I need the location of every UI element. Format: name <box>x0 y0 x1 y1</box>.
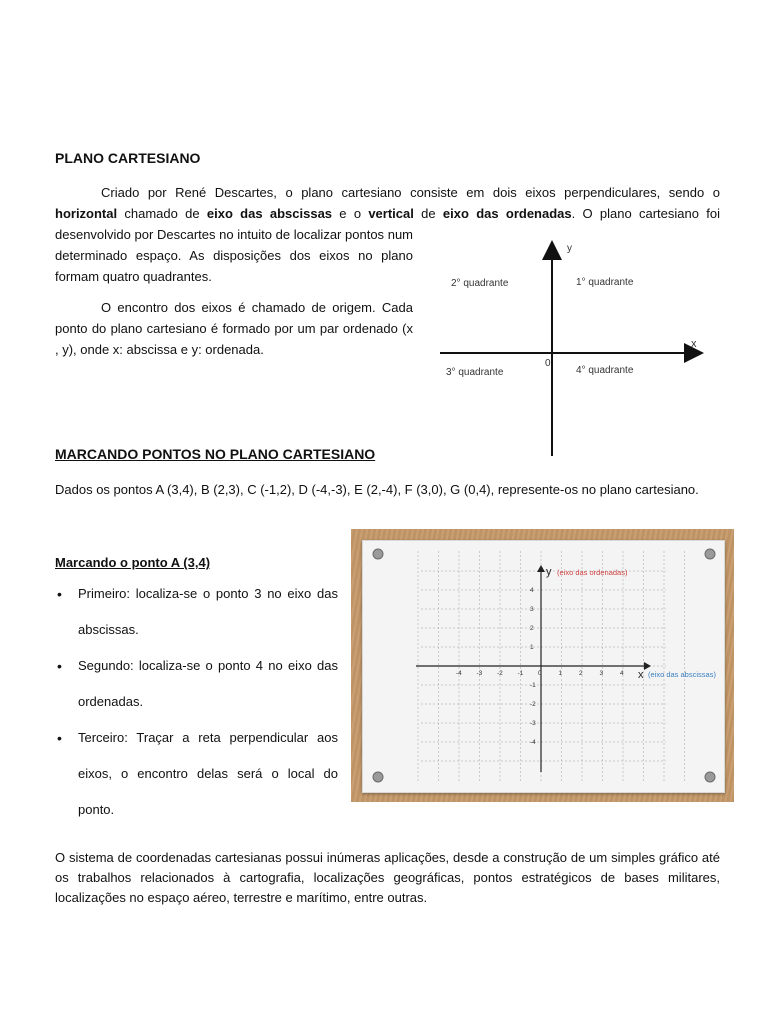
board-x-label: x <box>638 669 644 681</box>
term-abscissas: eixo das abscissas <box>206 206 333 221</box>
term-vertical: vertical <box>368 206 414 221</box>
points-paragraph: Dados os pontos A (3,4), B (2,3), C (-1,2), D (-4,-3), E (2,-4), F (3,0), G (0,4), represente-os no plano cartesiano. <box>55 482 699 497</box>
term-horizontal: horizontal <box>55 206 118 221</box>
intro-text-2: chamado de <box>117 206 207 221</box>
intro-text-1: Criado por René Descartes, o plano cartesiano consiste em dois eixos perpendiculares, sendo o <box>101 185 720 200</box>
quad-y-label: y <box>567 243 572 254</box>
step-1-text: Primeiro: localiza-se o ponto 3 no eixo das abscissas. <box>78 586 338 637</box>
step-item <box>55 648 338 720</box>
page-title: PLANO CARTESIANO <box>55 150 201 166</box>
y-tick-label: -4 <box>530 739 536 746</box>
x-tick-label: 3 <box>599 670 604 677</box>
x-tick-label: 2 <box>579 670 583 677</box>
y-tick-label: -1 <box>530 682 536 689</box>
pin-icon <box>373 772 383 782</box>
x-tick-label: -3 <box>476 670 483 677</box>
y-tick-label: 3 <box>530 606 534 613</box>
bullet-1: • <box>57 586 62 602</box>
quadrant-diagram <box>436 238 706 460</box>
y-tick-label: -2 <box>530 701 536 708</box>
y-tick-label: 2 <box>530 625 534 632</box>
y-tick-label: 4 <box>530 587 534 594</box>
x-tick-label: -1 <box>517 670 524 677</box>
quad-1-label: 1° quadrante <box>576 277 634 288</box>
y-tick-label: 1 <box>530 644 534 651</box>
term-ordenadas: eixo das ordenadas <box>442 206 572 221</box>
intro-text-4: de <box>413 206 443 221</box>
pin-icon <box>705 549 715 559</box>
x-tick-label: 0 <box>538 670 542 677</box>
bullet-2: • <box>57 658 62 674</box>
step-3-text: Terceiro: Traçar a reta perpendicular aos eixos, o encontro delas será o local do ponto. <box>78 730 338 817</box>
intro-line-1 <box>55 182 720 203</box>
board-x-arrow <box>644 662 651 670</box>
intro-line-2 <box>55 203 720 224</box>
intro-text-5: . O plano cartesiano foi <box>571 206 720 221</box>
x-tick-label: -2 <box>497 670 503 677</box>
quad-origin-label: 0 <box>545 358 551 369</box>
board-grid <box>351 529 734 802</box>
intro-text-3: e o <box>332 206 369 221</box>
y-tick-label: -3 <box>530 720 536 727</box>
board-y-label: y <box>546 566 552 578</box>
origin-paragraph: O encontro dos eixos é chamado de origem. Cada ponto do plano cartesiano é formado por um par ordenado (x , y), onde x: abscissa e y: ordenada. <box>55 300 413 357</box>
step-2-text: Segundo: localiza-se o ponto 4 no eixo das ordenadas. <box>78 658 338 709</box>
closing-paragraph: O sistema de coordenadas cartesianas possui inúmeras aplicações, desde a construção de um simples gráfico até os trabalhos relacionados à cartografia, localizações geográficas, pontos estratégicos de bases militares, localizações no espaço aéreo, terrestre e marítimo, entre outras. <box>55 850 720 905</box>
quad-2-label: 2° quadrante <box>451 278 509 289</box>
section-title-marking: MARCANDO PONTOS NO PLANO CARTESIANO <box>55 446 376 462</box>
board-y-caption: (eixo das ordenadas) <box>557 568 628 577</box>
quad-x-label: x <box>691 338 697 350</box>
cartesian-board-image <box>351 529 734 802</box>
step-item <box>55 576 338 648</box>
pin-icon <box>373 549 383 559</box>
board-x-caption: (eixo das abscissas) <box>648 670 716 679</box>
x-tick-label: 1 <box>558 670 563 677</box>
intro-paragraph-rest: desenvolvido por Descartes no intuito de localizar pontos num determinado espaço. As disposições dos eixos no plano formam quatro quadrantes. <box>55 227 413 284</box>
board-y-arrow <box>537 565 545 572</box>
subtitle-point-a: Marcando o ponto A (3,4) <box>55 555 211 570</box>
x-tick-label: -4 <box>456 670 462 677</box>
pin-icon <box>705 772 715 782</box>
step-item <box>55 720 338 828</box>
steps-list <box>55 576 338 828</box>
quad-4-label: 4° quadrante <box>576 365 634 376</box>
x-tick-label: 4 <box>620 670 624 677</box>
bullet-3: • <box>57 730 62 746</box>
quad-3-label: 3° quadrante <box>446 367 504 378</box>
